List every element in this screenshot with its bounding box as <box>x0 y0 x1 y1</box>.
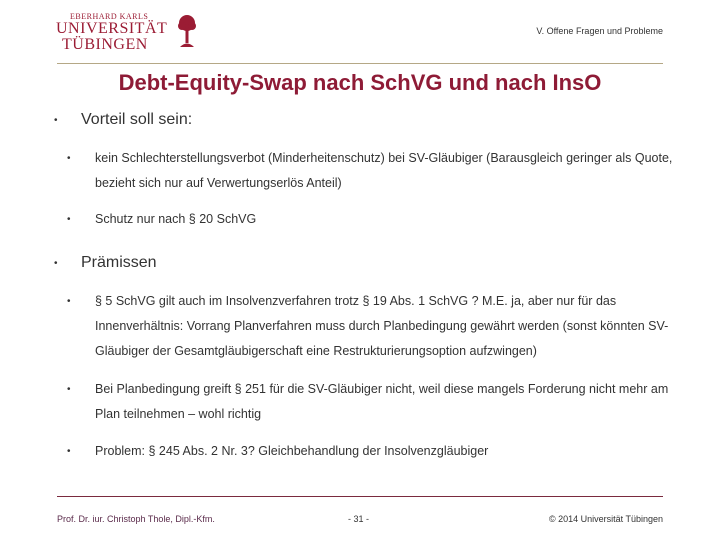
list-item <box>67 289 685 364</box>
bullet: • <box>54 115 58 126</box>
university-logo <box>56 12 206 54</box>
list-item <box>67 439 685 464</box>
page-number: - 31 - <box>348 514 370 524</box>
list-item-text: Schutz nur nach § 20 SchVG <box>95 212 257 226</box>
list-item-text: Problem: § 245 Abs. 2 Nr. 3? Gleichbehandlung der Insolvenzgläubiger <box>95 444 489 458</box>
header-divider <box>57 63 663 64</box>
list-item-text: § 5 SchVG gilt auch im Insolvenzverfahren trotz § 19 Abs. 1 SchVG ? M.E. ja, aber nur für das Innenverhältnis: Vorrang Planverfahren muss durch Planbedingung gewährt werden (sonst könnten SV-Gläubiger der Gesamtgläubigerschaft eine Restrukturierungsoption aufzwingen) <box>95 294 669 358</box>
logo-line2: UNIVERSITÄT <box>56 20 168 37</box>
footer-author: Prof. Dr. iur. Christoph Thole, Dipl.-Kfm. <box>57 514 215 524</box>
slide-title: Debt-Equity-Swap nach SchVG und nach InsO <box>118 70 602 95</box>
bullet: • <box>54 258 58 269</box>
list-item <box>67 207 685 232</box>
bullet: • <box>67 446 71 457</box>
list-item <box>67 377 685 427</box>
section-heading-text: Vorteil soll sein: <box>81 111 193 128</box>
logo-line3: TÜBINGEN <box>62 36 148 53</box>
list-item-text: Bei Planbedingung greift § 251 für die SV-Gläubiger nicht, weil diese mangels Forderung nicht mehr am Plan teilnehmen – wohl richtig <box>95 382 669 421</box>
footer-divider <box>57 496 663 497</box>
bullet: • <box>67 296 71 307</box>
bullet: • <box>67 214 71 225</box>
list-item <box>67 146 685 196</box>
tree-emblem-icon <box>176 14 198 48</box>
section-heading-text: Prämissen <box>81 254 157 271</box>
chapter-label: V. Offene Fragen und Probleme <box>536 26 663 36</box>
footer-copyright: © 2014 Universität Tübingen <box>548 514 663 524</box>
section-heading <box>54 111 193 129</box>
section-heading <box>54 254 157 272</box>
list-item-text: kein Schlechterstellungsverbot (Minderheitenschutz) bei SV-Gläubiger (Barausgleich geringer als Quote, bezieht sich nur auf Verwertungserlös Anteil) <box>95 151 673 190</box>
bullet: • <box>67 153 71 164</box>
bullet: • <box>67 384 71 395</box>
logo-line1: EBERHARD KARLS <box>70 12 149 21</box>
